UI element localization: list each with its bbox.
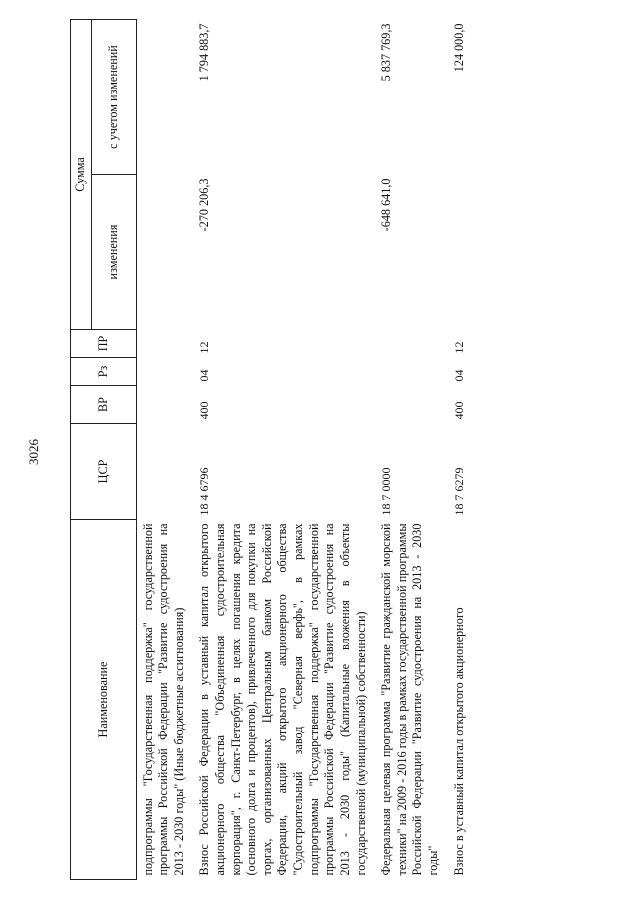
table-row bbox=[136, 19, 193, 879]
header-row bbox=[71, 19, 92, 879]
row-changes: -648 641,0 bbox=[379, 178, 394, 232]
row-pr bbox=[375, 330, 447, 358]
rotated-page bbox=[70, 20, 600, 880]
row-pr bbox=[136, 330, 193, 358]
row-name: подпрограммы "Государственная поддержка" государственной программы Российской Федерации "Развитие судостроения на 2013 - 2030 годы" (Иные бюджетные ассигнования) bbox=[140, 523, 186, 876]
row-rz: 04 bbox=[197, 369, 212, 382]
row-name: Федеральная целевая программа "Развитие гражданской морской техники" на 2009 - 2016 годы в рамках государственной программы Российской Федерации "Развитие судостроения на 2013 - 2030 годы" bbox=[379, 523, 440, 876]
row-with-changes bbox=[136, 19, 193, 174]
row-csr: 18 4 6796 bbox=[197, 467, 212, 516]
row-name: Взнос в уставный капитал открытого акционерного bbox=[451, 607, 466, 876]
row-with-changes: 124 000,0 bbox=[451, 23, 466, 73]
row-rz bbox=[375, 358, 447, 386]
row-changes bbox=[448, 175, 474, 330]
row-name: Взнос Российской Федерации в уставный капитал открытого акционерного общества "Объединенная судостроительная корпорация", г. Санкт-Петербург, в целях погашения кредита (основного долга и процентов), привлеченного для покупки на торгах, организованных Центральным банком Российской Федерации, акций открытого акционерного общества "Судостроительный завод "Северная верфь", в рамках подпрограммы "Государственная поддержка" государственной программы Российской Федерации "Развитие судостроения на 2013 - 2030 годы" (Капитальные вложения в объекты государственной (муниципальной) собственности) bbox=[197, 523, 368, 876]
header-pr: ПР bbox=[71, 330, 137, 358]
row-csr: 18 7 0000 bbox=[379, 467, 394, 516]
row-vr: 400 bbox=[197, 401, 212, 420]
header-name: Наименование bbox=[71, 520, 137, 880]
row-with-changes: 5 837 769,3 bbox=[379, 23, 394, 82]
budget-table bbox=[70, 19, 473, 880]
table-row bbox=[193, 19, 375, 879]
header-vr: ВР bbox=[71, 386, 137, 424]
row-pr: 12 bbox=[451, 341, 466, 354]
header-changes: изменения bbox=[91, 175, 136, 330]
row-rz: 04 bbox=[451, 369, 466, 382]
header-sum: Сумма bbox=[71, 19, 92, 329]
table-row bbox=[375, 19, 447, 879]
table-row bbox=[448, 19, 474, 879]
row-pr: 12 bbox=[197, 341, 212, 354]
row-vr bbox=[136, 386, 193, 424]
row-changes bbox=[136, 175, 193, 330]
row-csr bbox=[136, 424, 193, 520]
header-rz: Рз bbox=[71, 358, 137, 386]
row-vr: 400 bbox=[451, 401, 466, 420]
page-number: 3026 bbox=[26, 439, 41, 465]
row-csr: 18 7 6279 bbox=[451, 467, 466, 516]
header-csr: ЦСР bbox=[71, 424, 137, 520]
row-vr bbox=[375, 386, 447, 424]
header-with-changes: с учетом изменений bbox=[91, 19, 136, 174]
row-with-changes: 1 794 883,7 bbox=[197, 23, 212, 82]
row-changes: -270 206,3 bbox=[197, 178, 212, 232]
row-rz bbox=[136, 358, 193, 386]
